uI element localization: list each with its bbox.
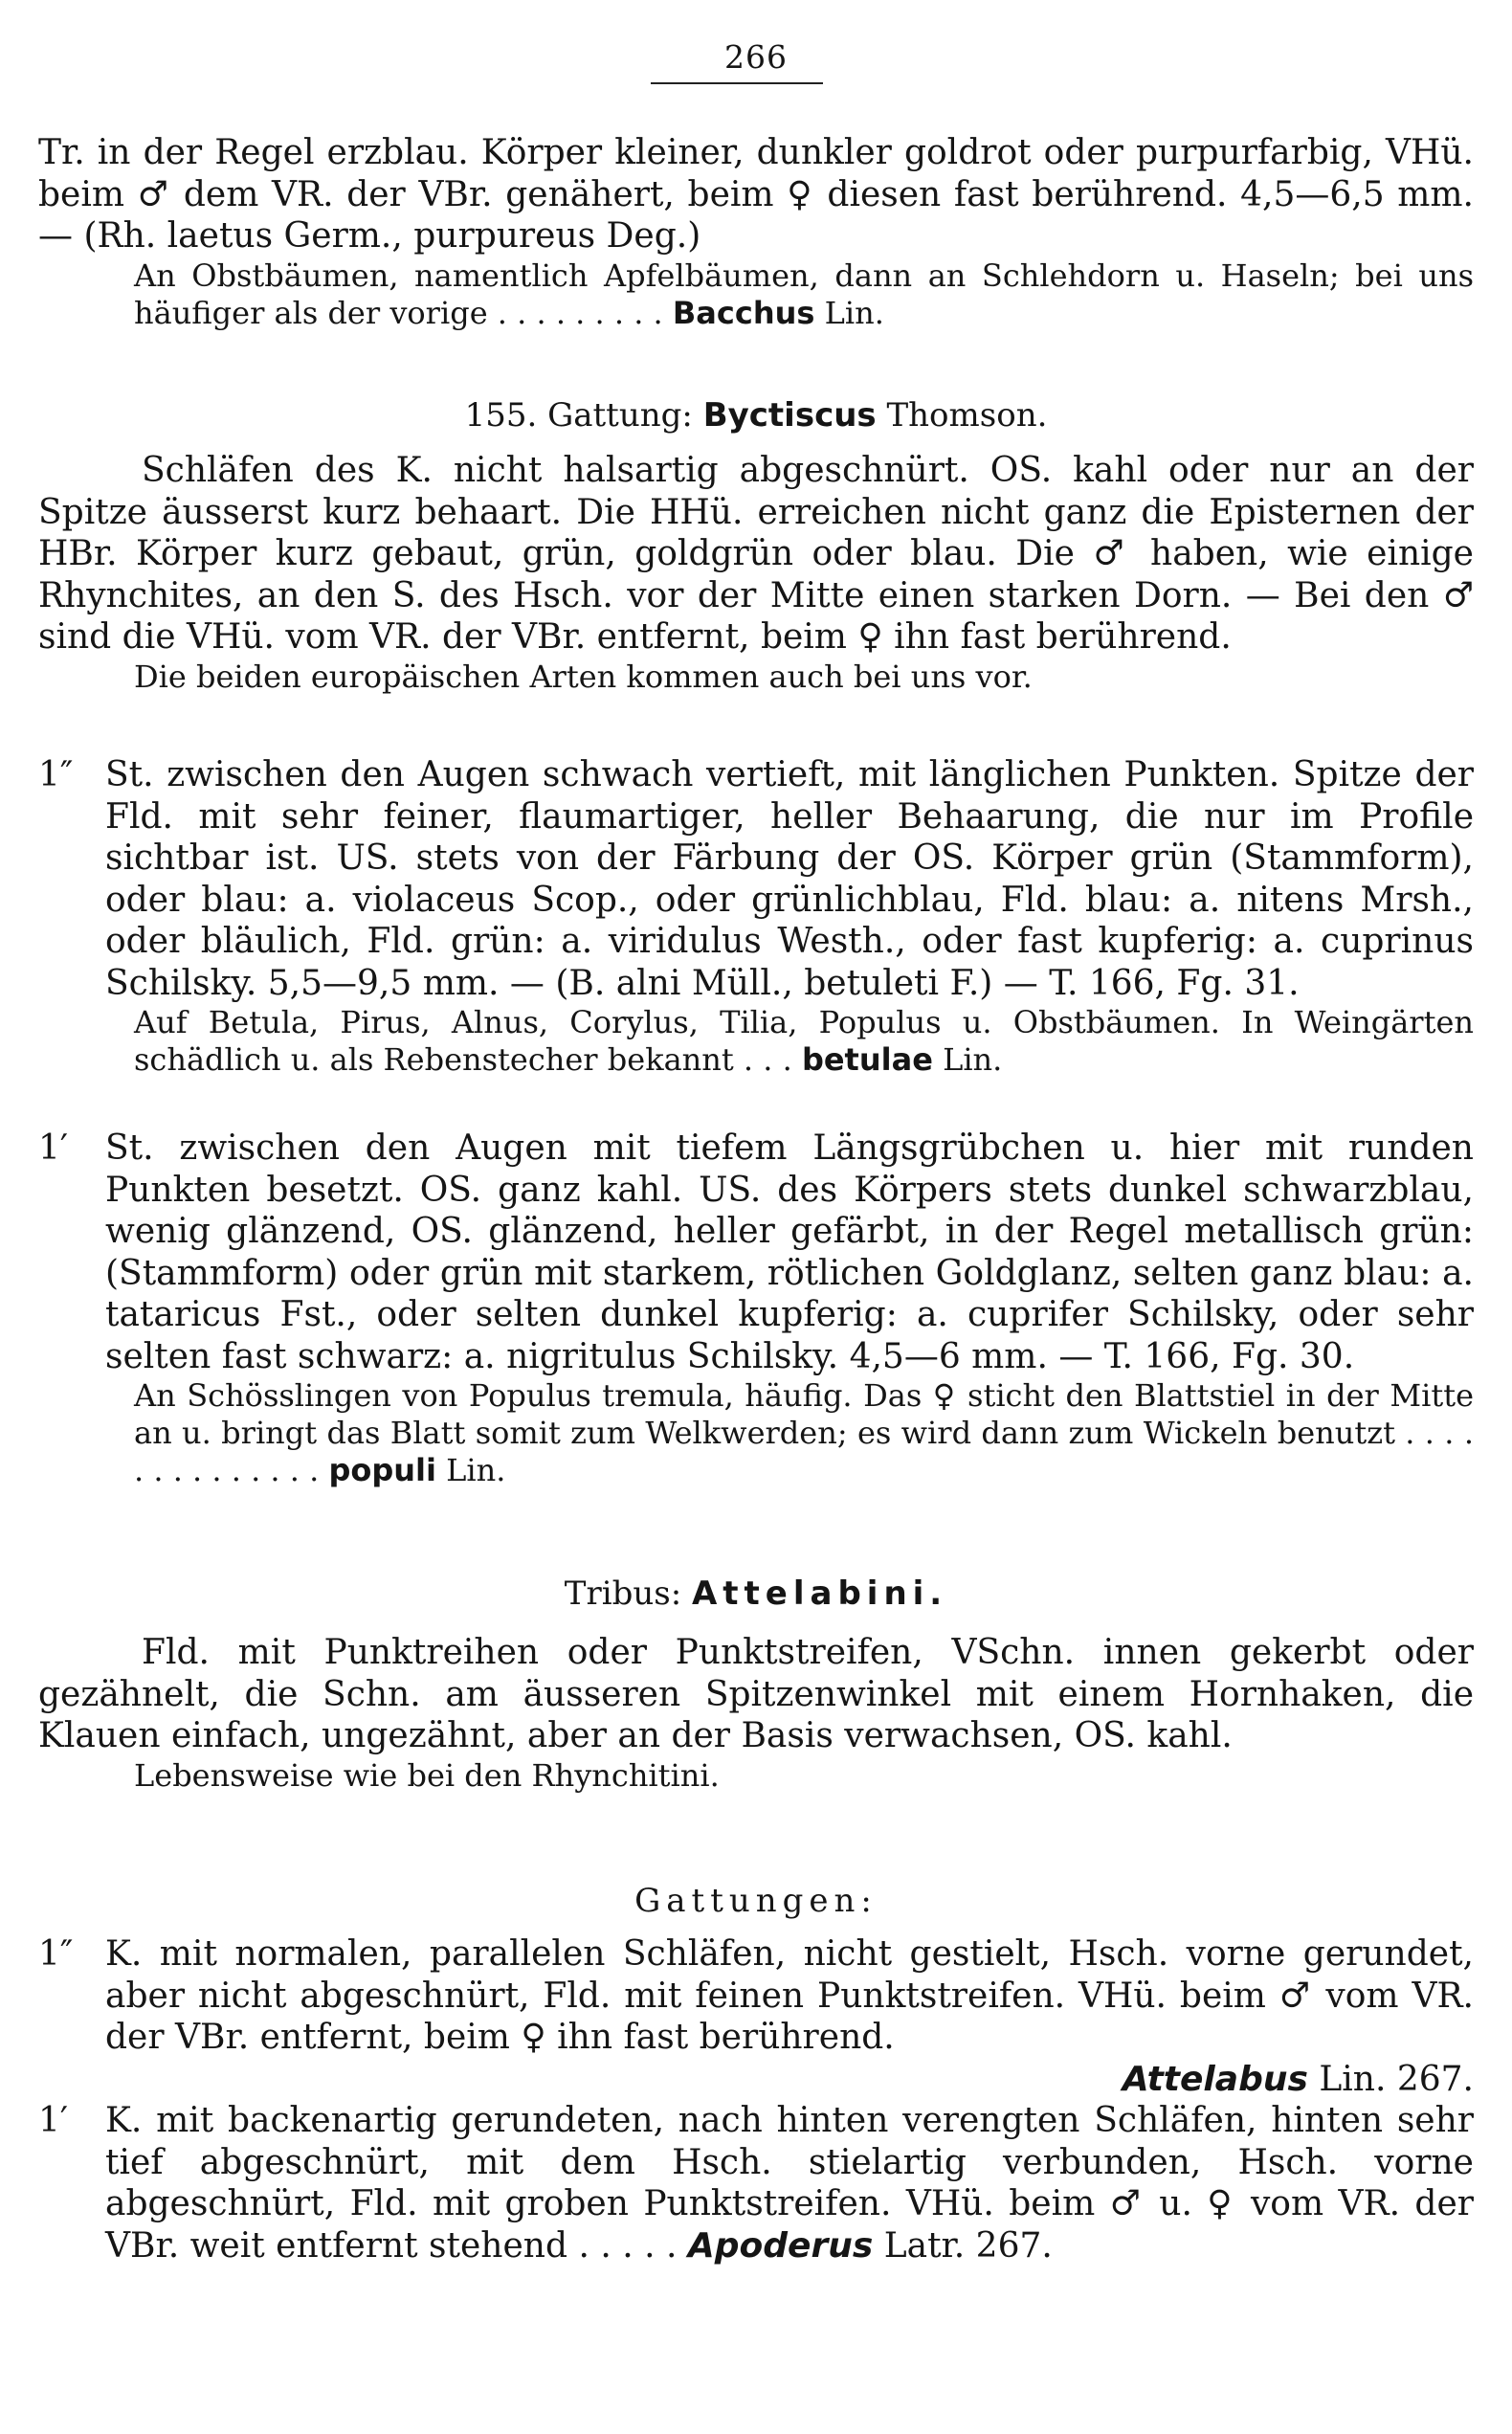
gattungen-heading: Gattungen:: [634, 1882, 878, 1920]
genus-name-byctiscus: Byctiscus: [702, 396, 877, 435]
genus-155-block: [38, 394, 1474, 696]
tribus-description: Fld. mit Punktreihen oder Punktstreifen, VSchn. innen gekerbt oder gezähnelt, die Schn. am äusseren Spitzenwinkel mit einem Hornhaken, die Klauen einfach, ungezähnt, aber an der Basis verwachsen, OS. kahl.: [38, 1633, 1474, 1755]
habitat-note-bacchus: An Obstbäumen, namentlich Apfelbäumen, dann an Schlehdorn u. Haseln; bei uns häufiger als der vorige . . . . . . . . . Bacchus Lin.: [134, 257, 1474, 331]
couplet-number: 1″: [38, 755, 74, 794]
genus-name-apoderus: Apoderus: [687, 2225, 874, 2266]
block-continuation: [38, 132, 1474, 332]
genus-note: Die beiden europäischen Arten kommen auch bei uns vor.: [134, 658, 1033, 695]
couplet-text: 1′ St. zwischen den Augen mit tiefem Längsgrübchen u. hier mit runden Punkten besetzt. OS. ganz kahl. US. des Körpers stets dunkel schwarzblau, wenig glänzend, OS. glänzend, heller gefärbt, in der Regel metallisch grün: (Stammform) oder grün mit starkem, rötlichen Goldglanz, selten ganz blau: a. tataricus Fst., oder selten dunkel kupferig: a. cuprifer Schilsky, oder sehr selten fast schwarz: a. nigritulus Schilsky. 4,5—6 mm. — T. 166, Fg. 30.: [38, 1128, 1474, 1376]
header-rule: [651, 82, 823, 84]
page-number: 266: [724, 38, 788, 76]
species-name-bacchus: Bacchus: [672, 294, 815, 331]
couplet-text: 1″ St. zwischen den Augen schwach vertieft, mit länglichen Punkten. Spitze der Fld. mit sehr feiner, flaumartiger, heller Behaarung, die nur im Profile sichtbar ist. US. stets von der Färbung der OS. Körper grün (Stammform), oder blau: a. violaceus Scop., oder grünlichblau, Fld. blau: a. nitens Mrsh., oder bläulich, Fld. grün: a. viridulus Westh., oder fast kupferig: a. cuprinus Schilsky. 5,5—9,5 mm. — (B. alni Müll., betuleti F.) — T. 166, Fg. 31.: [38, 755, 1474, 1003]
tribus-heading: Tribus: Attelabini.: [564, 1574, 948, 1613]
tribus-block: [38, 1573, 1474, 1795]
couplet-number: 1′: [38, 1128, 69, 1168]
genus-description: Schläfen des K. nicht halsartig abgeschnürt. OS. kahl oder nur an der Spitze äusserst kurz behaart. Die HHü. erreichen nicht ganz die Episternen der HBr. Körper kurz gebaut, grün, goldgrün oder blau. Die ♂ haben, wie einige Rhynchites, an den S. des Hsch. vor der Mitte einen starken Dorn. — Bei den ♂ sind die VHü. vom VR. der VBr. entfernt, beim ♀ ihn fast berührend.: [38, 451, 1474, 657]
couplet-1-prime: [38, 1128, 1474, 1489]
habitat-note-betulae: Auf Betula, Pirus, Alnus, Corylus, Tilia, Populus u. Obstbäumen. In Weingärten schädlich u. als Rebenstecher bekannt . . . betulae Lin.: [134, 1004, 1474, 1078]
gattungen-block: [38, 1880, 1474, 2267]
paragraph-continuation: Tr. in der Regel erzblau. Körper kleiner, dunkler goldrot oder purpurfarbig, VHü. beim ♂ dem VR. der VBr. genähert, beim ♀ diesen fast berührend. 4,5—6,5 mm. — (Rh. laetus Germ., purpureus Deg.): [38, 133, 1474, 256]
genus-heading: 155. Gattung: Byctiscus Thomson.: [464, 396, 1048, 435]
species-name-populi: populi: [328, 1452, 436, 1488]
tribus-note: Lebensweise wie bei den Rhynchitini.: [134, 1756, 720, 1794]
key-couplet-apoderus: 1′ K. mit backenartig gerundeten, nach hinten verengten Schläfen, hinten sehr tief abgeschnürt, mit dem Hsch. stielartig verbunden, Hsch. vorne abgeschnürt, Fld. mit groben Punktstreifen. VHü. beim ♂ u. ♀ vom VR. der VBr. weit entfernt stehend . . . . . Apoderus Latr. 267.: [38, 2101, 1474, 2266]
couplet-1-double-prime: [38, 754, 1474, 1079]
genus-name-attelabus: Attelabus: [1122, 2059, 1308, 2099]
couplet-number: 1′: [38, 2101, 69, 2140]
tribus-name: Attelabini.: [691, 1574, 948, 1613]
habitat-note-populi: An Schösslingen von Populus tremula, häufig. Das ♀ sticht den Blattstiel in der Mitte an u. bringt das Blatt somit zum Welkwerden; es wird dann zum Wickeln benutzt . . . . . . . . . . . . . . populi Lin.: [134, 1377, 1474, 1488]
couplet-number: 1″: [38, 1934, 74, 1974]
species-name-betulae: betulae: [801, 1041, 933, 1078]
key-couplet-attelabus: 1″ K. mit normalen, parallelen Schläfen, nicht gestielt, Hsch. vorne gerundet, aber nicht abgeschnürt, Fld. mit feinen Punktstreifen. VHü. beim ♂ vom VR. der VBr. entfernt, beim ♀ ihn fast berührend.: [38, 1934, 1474, 2057]
genus-ref-attelabus: Attelabus Lin. 267.: [1122, 2059, 1474, 2099]
